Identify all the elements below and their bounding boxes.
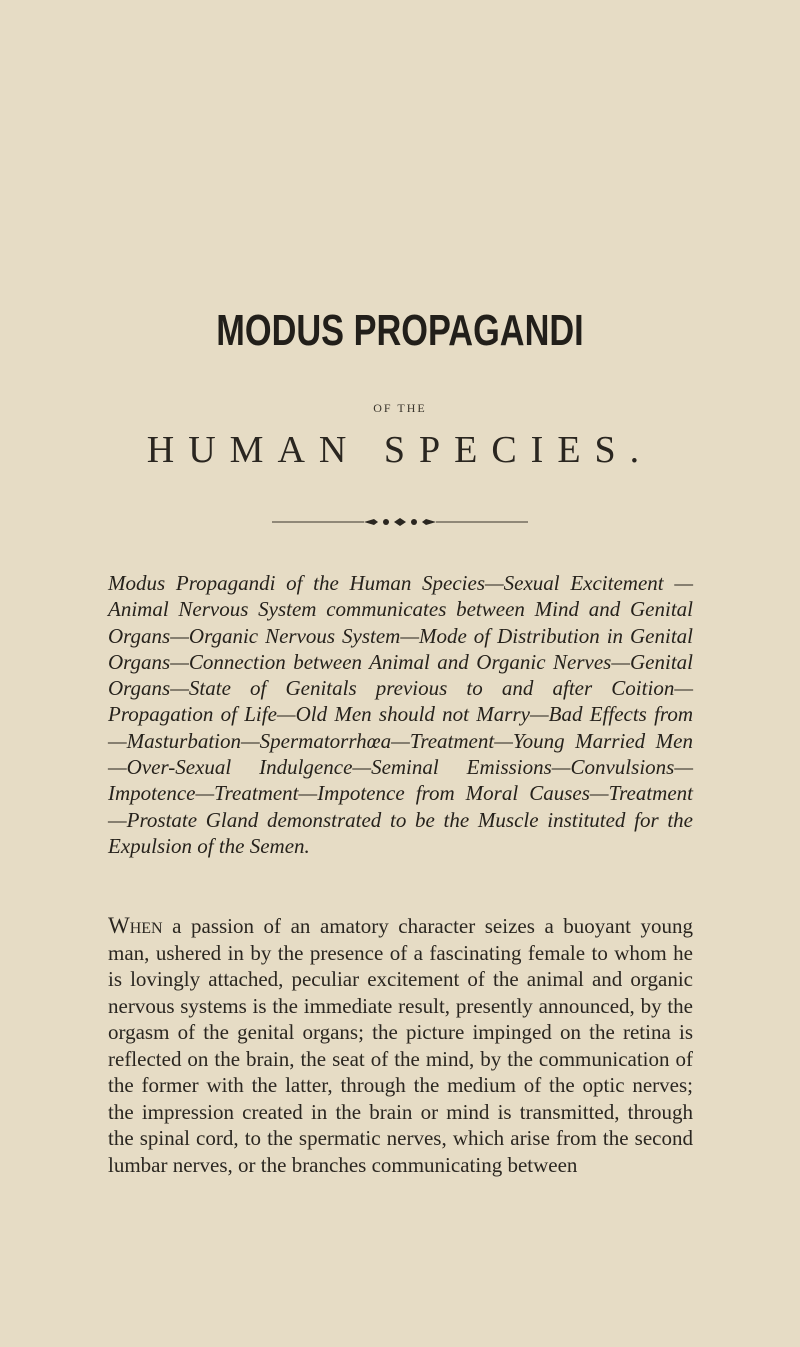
chapter-title: MODUS PROPAGANDI: [216, 306, 584, 355]
paragraph-text: a passion of an amatory character seizes a buoyant young man, ushered in by the presence of a fascinating female to whom he is lovingly attached, peculiar excitement of the animal and organic nervous systems is the immediate result, presently announced, by the orgasm of the genital organs; the picture impinged on the retina is reflected on the brain, the seat of the mind, by the communication of the former with the latter, through the medium of the optic nerves; the impression created in the brain or mind is transmitted, through the spinal cord, to the spermatic nerves, which arise from the second lumbar nerves, or the branches communicating between: [108, 914, 694, 1177]
paragraph-lead-word: When: [108, 913, 163, 938]
chapter-synopsis: Modus Propagandi of the Human Species—Sexual Excitement —Animal Nervous System communicates between Mind and Genital Organs—Organic Nervous System—Mode of Distribution in Genital Organs—Connection between Animal and Organic Nerves—Genital Organs—State of Genitals previous to and after Coition—Propagation of Life—Old Men should not Marry—Bad Effects from—Masturbation—Spermatorrhœa—Treatment—Young Married Men—Over-Sexual Indulgence—Seminal Emissions—Convulsions—Impotence—Treatment—Impotence from Moral Causes—Treatment—Prostate Gland demonstrated to be the Muscle instituted for the Expulsion of the Semen.: [108, 571, 693, 858]
body-paragraph: [108, 913, 693, 1178]
chapter-subtitle: HUMAN SPECIES.: [146, 429, 654, 471]
title-connector: OF THE: [373, 401, 427, 415]
ornamental-rule: [272, 516, 528, 528]
